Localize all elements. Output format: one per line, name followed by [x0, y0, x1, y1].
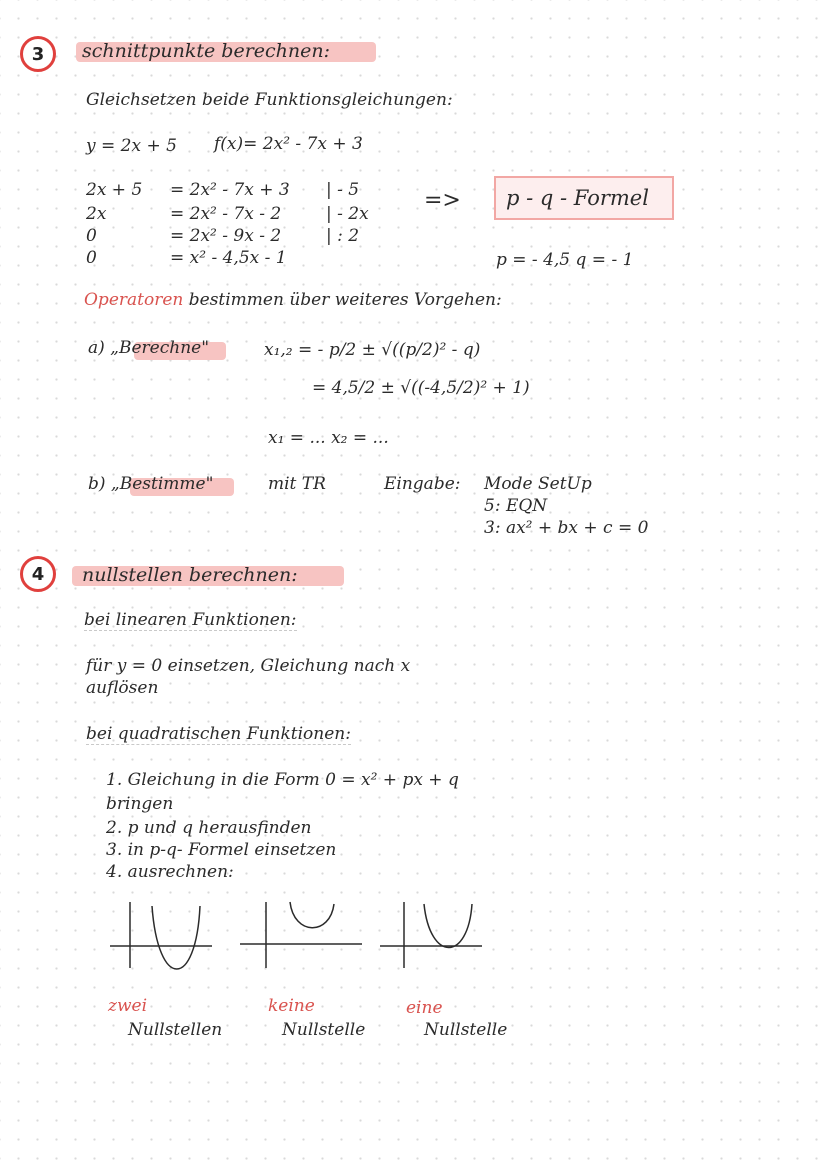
intro-text: Gleichsetzen beide Funktionsgleichungen: [86, 90, 453, 110]
pq-values: p = - 4,5 q = - 1 [496, 250, 634, 270]
quad-step: 1. Gleichung in die Form 0 = x² + px + q [106, 770, 459, 790]
graph-one-root [380, 902, 482, 968]
section-3-number: 3 [20, 36, 56, 72]
quadratic-heading: bei quadratischen Funktionen: [86, 724, 351, 744]
step-rhs: = 2x² - 7x - 2 [170, 204, 282, 224]
linear-text-1: für y = 0 einsetzen, Gleichung nach x [86, 656, 411, 676]
eingabe-label: Eingabe: [384, 474, 461, 494]
linear-text-2: auflösen [86, 678, 159, 698]
step-op: | - 5 [326, 180, 360, 200]
step-lhs: 0 [86, 248, 97, 268]
step-op: | : 2 [326, 226, 360, 246]
pq-formula-general: x₁,₂ = - p/2 ± √((p/2)² - q) [264, 340, 481, 360]
parabola [290, 902, 334, 928]
graph-no-roots [240, 902, 362, 968]
mode-setup: Mode SetUp [484, 474, 592, 494]
graph-2-count: keine [268, 996, 315, 1016]
quad-step: 3. in p-q- Formel einsetzen [106, 840, 337, 860]
step-op: | - 2x [326, 204, 369, 224]
section-4-heading: nullstellen berechnen: [82, 564, 298, 586]
tr-text: mit TR [268, 474, 326, 494]
parabola [424, 904, 472, 948]
step-rhs: = 2x² - 7x + 3 [170, 180, 290, 200]
linear-equation: y = 2x + 5 [86, 136, 177, 156]
graph-1-label: Nullstellen [128, 1020, 223, 1040]
operators-word: Operatoren [84, 290, 184, 310]
pq-formula-box: p - q - Formel [494, 176, 674, 220]
operator-a-label: a) „Berechne" [88, 338, 210, 358]
quadratic-function: f(x)= 2x² - 7x + 3 [214, 134, 363, 154]
graph-2-label: Nullstelle [282, 1020, 366, 1040]
step-lhs: 2x [86, 204, 107, 224]
step-lhs: 2x + 5 [86, 180, 143, 200]
quad-step: bringen [106, 794, 174, 814]
section-3-heading: schnittpunkte berechnen: [82, 40, 331, 62]
operator-b-label: b) „Bestimme" [88, 474, 214, 494]
linear-heading: bei linearen Funktionen: [84, 610, 297, 630]
graph-two-roots [110, 902, 212, 969]
section-4-number: 4 [20, 556, 56, 592]
operators-tail: bestimmen über weiteres Vorgehen: [188, 290, 502, 310]
implies-arrow: => [424, 188, 461, 213]
step-rhs: = x² - 4,5x - 1 [170, 248, 287, 268]
graph-3-count: eine [406, 998, 443, 1018]
parabola [152, 906, 200, 969]
pq-formula-inserted: = 4,5/2 ± √((-4,5/2)² + 1) [312, 378, 530, 398]
step-rhs: = 2x² - 9x - 2 [170, 226, 282, 246]
graph-3-label: Nullstelle [424, 1020, 508, 1040]
results-placeholder: x₁ = ... x₂ = ... [268, 428, 389, 448]
quad-step: 2. p und q herausfinden [106, 818, 312, 838]
step-lhs: 0 [86, 226, 97, 246]
quadratic-form-option: 3: ax² + bx + c = 0 [484, 518, 649, 538]
eqn-option: 5: EQN [484, 496, 548, 516]
graph-1-count: zwei [108, 996, 148, 1016]
quad-step: 4. ausrechnen: [106, 862, 234, 882]
